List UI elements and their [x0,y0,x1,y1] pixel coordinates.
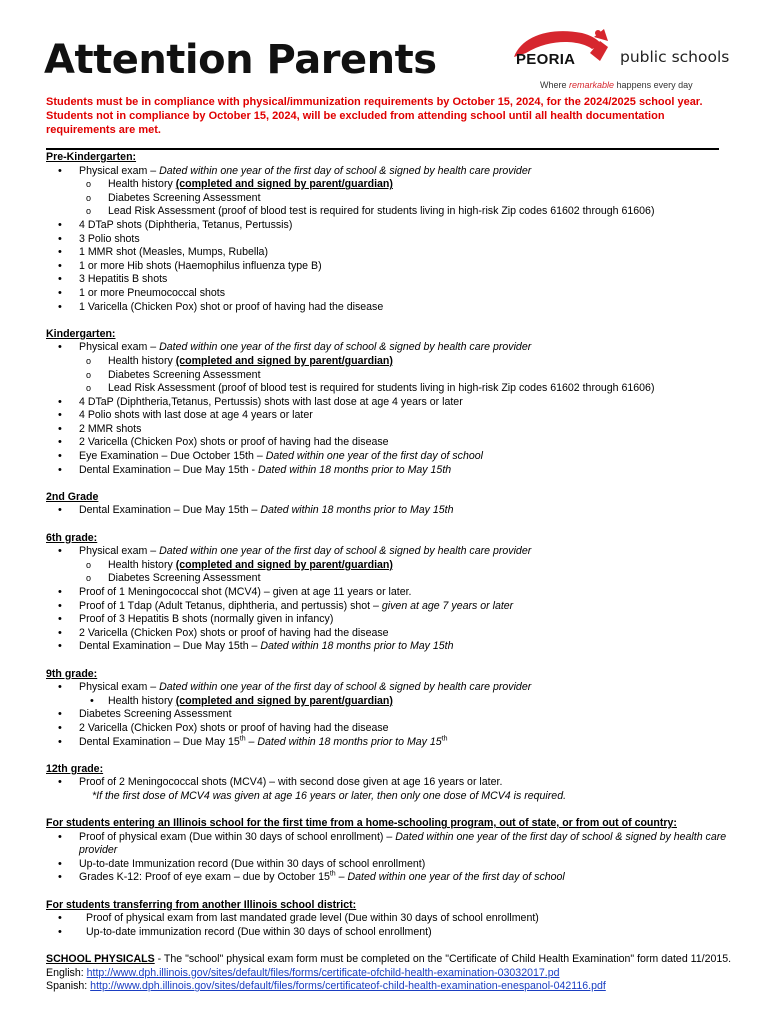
list-item: • Dental Examination – Due May 15th – Dated within 18 months prior to May 15th [46,736,736,750]
list-item: • Proof of 2 Meningococcal shots (MCV4) – with second dose given at age 16 years or later. [46,776,736,790]
school-physicals-paragraph: SCHOOL PHYSICALS - The "school" physical exam form must be completed on the "Certificate of Child Health Examination" form dated 11/2015. English: http://www.dph.illinois.gov/sites/default/files/forms/certificate-ofchild-health-examination-03032017.pd Spanish: http://www.dph.illinois.gov/sites/default/files/forms/certificateof-child-health-examination-enespanol-042116.pdf [46,953,732,993]
list-item: • 4 DTaP (Diphtheria,Tetanus, Pertussis) shots with last dose at age 4 years or later [46,396,736,410]
logo-wordmark: PEORIA [516,51,576,68]
list-item: o Diabetes Screening Assessment [46,369,736,383]
divider [46,148,719,150]
section-heading-2nd-grade: 2nd Grade [46,490,99,503]
list-item: o Lead Risk Assessment (proof of blood test is required for students living in high-risk Zip codes 61602 through 61606) [46,205,736,219]
requirements-content [46,151,736,994]
section-heading-new-illinois: For students entering an Illinois school for the first time from a home-schooling program, out of state, or from out of country: [46,817,677,830]
list-item: o Health history (completed and signed by parent/guardian) [46,178,736,192]
list-item: • Health history (completed and signed by parent/guardian) [46,695,736,709]
kindergarten-list [46,341,736,477]
prek-list [46,165,736,315]
list-item: o Health history (completed and signed by parent/guardian) [46,355,736,369]
peoria-logo [512,27,742,97]
english-form-link[interactable]: http://www.dph.illinois.gov/sites/default/files/forms/certificate-ofchild-health-examination-03032017.pd [86,966,560,979]
section-heading-12th-grade: 12th grade: [46,762,104,775]
transfer-list [46,912,736,939]
spanish-form-link[interactable]: http://www.dph.illinois.gov/sites/default/files/forms/certificateof-child-health-examination-enespanol-042116.pdf [90,980,606,993]
list-item: • 1 MMR shot (Measles, Mumps, Rubella) [46,246,736,260]
list-item: • Up-to-date immunization record (Due within 30 days of school enrollment) [46,926,736,940]
list-item: • Proof of physical exam from last mandated grade level (Due within 30 days of school enrollment) [46,912,736,926]
list-item: • Eye Examination – Due October 15th – Dated within one year of the first day of school [46,450,736,464]
list-item: o Health history (completed and signed by parent/guardian) [46,559,736,573]
list-item: • 4 Polio shots with last dose at age 4 years or later [46,409,736,423]
logo-tagline: Where remarkable happens every day [540,80,693,90]
list-item: • Proof of 1 Meningococcal shot (MCV4) – given at age 11 years or later. [46,586,736,600]
list-item: • Grades K-12: Proof of eye exam – due by October 15th – Dated within one year of the first day of school [46,871,736,885]
mcv4-note: *If the first dose of MCV4 was given at age 16 years or later, then only one dose of MCV4 is required. [92,789,567,802]
compliance-alert: Students must be in compliance with physical/immunization requirements by October 15, 2024, for the 2024/2025 school year. Students not in compliance by October 15, 2024, will be excluded from attending school until all health documentation requirements are met. [46,96,703,136]
logo-subtitle: public schools [620,48,730,66]
list-item: • 1 or more Hib shots (Haemophilus influenza type B) [46,260,736,274]
list-item: • Diabetes Screening Assessment [46,708,736,722]
list-item: • 1 or more Pneumococcal shots [46,287,736,301]
list-item: • 3 Polio shots [46,233,736,247]
section-heading-transfer: For students transferring from another Illinois school district: [46,898,357,911]
grade6-list [46,545,736,654]
list-item: • 4 DTaP shots (Diphtheria, Tetanus, Pertussis) [46,219,736,233]
list-item: • Dental Examination – Due May 15th - Dated within 18 months prior to May 15th [46,464,736,478]
list-item: • 3 Hepatitis B shots [46,273,736,287]
list-item: • Up-to-date Immunization record (Due within 30 days of school enrollment) [46,858,736,872]
grade9-list [46,681,736,749]
school-physicals-heading: SCHOOL PHYSICALS [46,953,155,966]
page-title: Attention Parents [44,37,437,83]
list-item: o Lead Risk Assessment (proof of blood test is required for students living in high-risk Zip codes 61602 through 61606) [46,382,736,396]
list-item: • 2 Varicella (Chicken Pox) shots or proof of having had the disease [46,722,736,736]
section-heading-prek: Pre-Kindergarten: [46,151,137,163]
list-item: • 2 Varicella (Chicken Pox) shots or proof of having had the disease [46,627,736,641]
grade12-list [46,776,736,790]
list-item: • Physical exam – Dated within one year of the first day of school & signed by health care provider [46,165,736,179]
list-item: • Dental Examination – Due May 15th – Dated within 18 months prior to May 15th [46,640,736,654]
list-item: • Proof of 3 Hepatitis B shots (normally given in infancy) [46,613,736,627]
list-item: • 2 Varicella (Chicken Pox) shots or proof of having had the disease [46,436,736,450]
list-item: • Physical exam – Dated within one year of the first day of school & signed by health care provider [46,341,736,355]
section-heading-9th-grade: 9th grade: [46,667,98,680]
list-item: • Physical exam – Dated within one year of the first day of school & signed by health care provider [46,681,736,695]
list-item: • Proof of physical exam (Due within 30 days of school enrollment) – Dated within one year of the first day of school & signed by health care provider [46,831,736,858]
list-item: • Proof of 1 Tdap (Adult Tetanus, diphtheria, and pertussis) shot – given at age 7 years or later [46,600,736,614]
section-heading-6th-grade: 6th grade: [46,531,98,544]
list-item: • 2 MMR shots [46,423,736,437]
list-item: • Physical exam – Dated within one year of the first day of school & signed by health care provider [46,545,736,559]
list-item: • 1 Varicella (Chicken Pox) shot or proof of having had the disease [46,301,736,315]
list-item: o Diabetes Screening Assessment [46,572,736,586]
section-heading-kindergarten: Kindergarten: [46,327,116,340]
list-item: • Dental Examination – Due May 15th – Dated within 18 months prior to May 15th [46,504,736,518]
list-item: o Diabetes Screening Assessment [46,192,736,206]
grade2-list [46,504,736,518]
new-illinois-list [46,831,736,885]
